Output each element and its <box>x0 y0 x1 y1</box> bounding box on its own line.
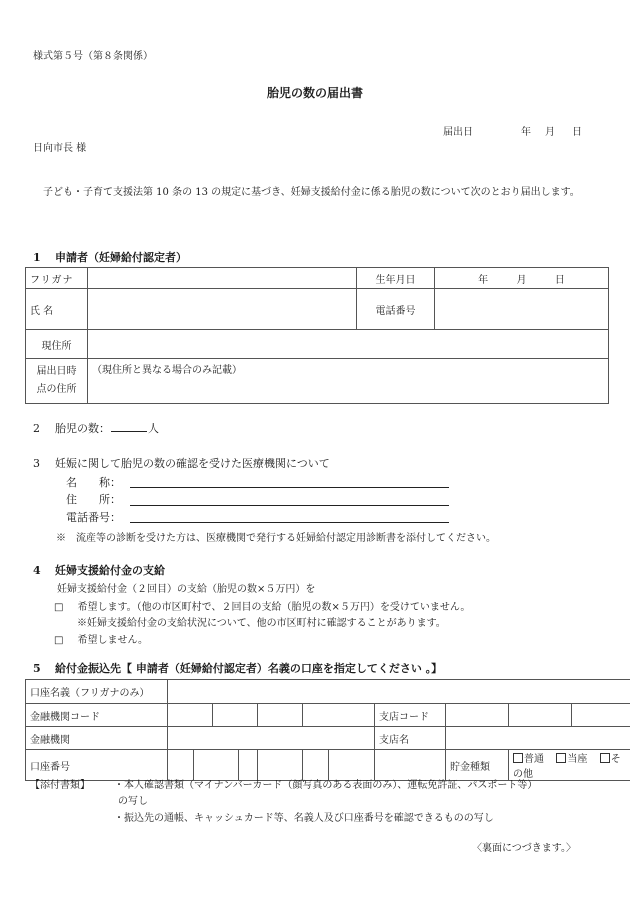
medical-institution-address-field[interactable] <box>130 505 449 506</box>
section2-number: 2 <box>33 422 40 435</box>
section5-title: 給付金振込先【 申請者（妊婦給付認定者）名義の口座を指定してください 。】 <box>55 662 443 675</box>
account-number-label: 口座番号 <box>26 750 168 781</box>
bank-name-field[interactable] <box>168 727 375 750</box>
medical-institution-phone-row <box>66 509 128 525</box>
section3-number: 3 <box>33 457 40 470</box>
fetus-count-unit: 人 <box>148 422 159 435</box>
section2-fetus-count <box>33 420 159 436</box>
option-yes-checkbox[interactable]: □ <box>54 602 64 613</box>
name-field[interactable] <box>88 289 357 330</box>
intro-paragraph: 子ども・子育て支援法第 10 条の 13 の規定に基づき、妊婦支援給付金に係る胎児の数について次のとおり届出します。 <box>43 187 580 198</box>
name-label: 氏 名 <box>26 289 88 330</box>
section1-heading <box>33 249 187 265</box>
submission-date-label: 届出日 <box>443 127 473 138</box>
form-number: 様式第５号（第８条関係） <box>33 51 153 62</box>
birthdate-day: 日 <box>554 274 565 286</box>
submission-date-month: 月 <box>545 127 555 138</box>
attachments-label: 【添付書類】 <box>30 780 90 791</box>
account-name-label: 口座名義（フリガナのみ） <box>26 680 168 704</box>
address-field[interactable] <box>88 330 609 359</box>
medical-institution-phone-label: 電話番号： <box>66 511 121 524</box>
branch-name-field[interactable] <box>446 727 630 750</box>
bank-code-digit-4[interactable] <box>303 704 375 727</box>
medical-institution-address-label: 住 所： <box>66 493 121 506</box>
account-type-ordinary[interactable]: 普通 <box>513 754 544 765</box>
option-yes-row <box>54 598 470 613</box>
medical-institution-name-row <box>66 474 128 490</box>
section3-title: 妊娠に関して胎児の数の確認を受けた医療機関について <box>55 457 330 470</box>
submission-date-day: 日 <box>572 127 582 138</box>
bank-code-digit-1[interactable] <box>168 704 213 727</box>
addressee: 日向市長 様 <box>33 143 87 154</box>
birthdate-month: 月 <box>516 274 527 286</box>
branch-code-label: 支店コード <box>375 704 446 727</box>
checkbox-icon <box>556 753 566 763</box>
branch-code-digit-1[interactable] <box>446 704 509 727</box>
birthdate-label: 生年月日 <box>357 268 435 289</box>
bank-code-label: 金融機関コード <box>26 704 168 727</box>
medical-institution-address-row <box>66 491 128 507</box>
section4-title: 妊婦支援給付金の支給 <box>55 564 165 577</box>
attachment-item: ・本人確認書類（マイナンバーカード（顔写真のある表面のみ）、運転免許証、パスポート等） <box>114 780 538 791</box>
account-type-other[interactable]: その他 <box>513 754 621 780</box>
furigana-field[interactable] <box>88 268 357 289</box>
attachment-item: ・振込先の通帳、キャッシュカード等、名義人及び口座番号を確認できるものの写し <box>114 813 494 824</box>
option-no-label: 希望しません。 <box>77 635 149 646</box>
bank-code-digit-3[interactable] <box>258 704 303 727</box>
alt-address-note: （現住所と異なる場合のみ記載） <box>92 365 242 376</box>
submission-date-year: 年 <box>521 127 531 138</box>
miscarriage-note: ※ 流産等の診断を受けた方は、医療機関で発行する妊婦給付認定用診断書を添付してください。 <box>56 533 496 544</box>
branch-name-label: 支店名 <box>375 727 446 750</box>
applicant-table <box>25 267 609 404</box>
bank-name-label: 金融機関 <box>26 727 168 750</box>
option-yes-label: 希望します。（他の市区町村で、２回目の支給（胎児の数×５万円）を受けていません。 <box>77 602 471 613</box>
option-yes-note: ※妊婦支援給付金の支給状況について、他の市区町村に確認することがあります。 <box>77 618 446 629</box>
alt-address-label: 届出日時 点の住所 <box>26 359 88 404</box>
birthdate-field[interactable] <box>435 268 609 289</box>
section1-title: 申請者（妊婦給付認定者） <box>55 251 187 264</box>
account-type-label: 貯金種類 <box>446 750 509 781</box>
option-no-checkbox[interactable]: □ <box>54 635 64 646</box>
section4-number: 4 <box>33 564 41 577</box>
bank-account-table <box>25 679 630 781</box>
phone-field[interactable] <box>435 289 609 330</box>
account-type-current[interactable]: 当座 <box>556 754 587 765</box>
section5-heading <box>33 660 442 676</box>
alt-address-field[interactable] <box>88 359 609 404</box>
medical-institution-name-label: 名 称： <box>66 476 121 489</box>
page-title: 胎児の数の届出書 <box>266 86 363 100</box>
birthdate-year: 年 <box>478 274 489 286</box>
fetus-count-field[interactable] <box>111 420 147 432</box>
account-name-field[interactable] <box>168 680 630 704</box>
address-label: 現住所 <box>26 330 88 359</box>
section5-number: 5 <box>33 662 41 675</box>
medical-institution-phone-field[interactable] <box>130 522 449 523</box>
phone-label: 電話番号 <box>357 289 435 330</box>
furigana-label: フリガナ <box>26 268 88 289</box>
section3-heading <box>33 455 330 471</box>
fetus-count-label: 胎児の数： <box>55 422 110 435</box>
checkbox-icon <box>600 753 610 763</box>
checkbox-icon <box>513 753 523 763</box>
medical-institution-name-field[interactable] <box>130 487 449 488</box>
payment-lead: 妊婦支援給付金（２回目）の支給（胎児の数×５万円）を <box>57 584 316 595</box>
continue-note: 〈裏面につづきます。〉 <box>472 843 576 854</box>
section4-heading <box>33 562 165 578</box>
branch-code-digit-3[interactable] <box>572 704 630 727</box>
branch-code-digit-2[interactable] <box>509 704 572 727</box>
attachment-item-continued: の写し <box>118 796 148 807</box>
section1-number: 1 <box>33 251 41 264</box>
bank-code-digit-2[interactable] <box>213 704 258 727</box>
option-no-row <box>54 631 148 646</box>
